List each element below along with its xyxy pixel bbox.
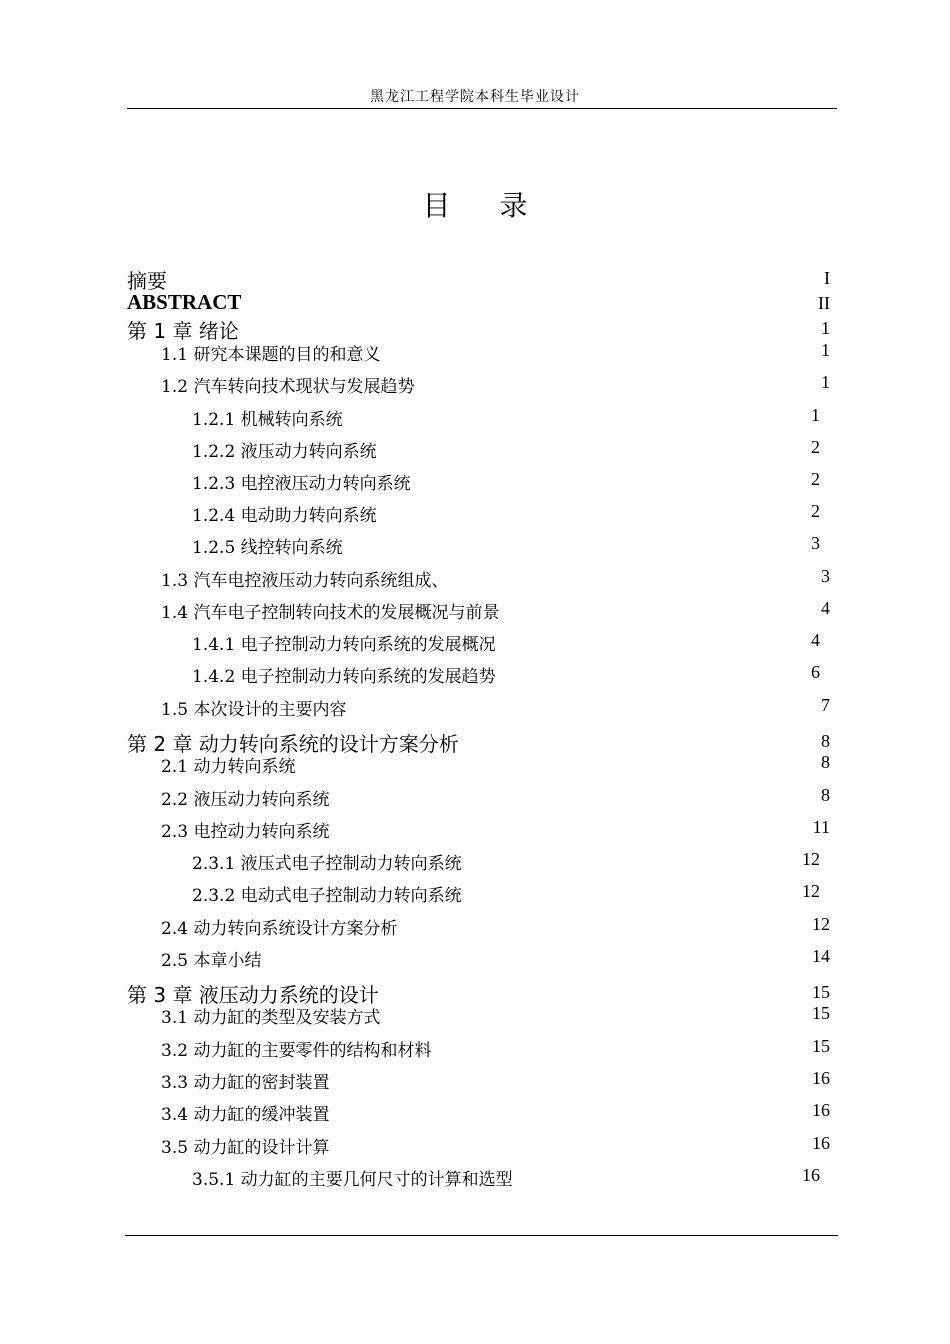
toc-entry-page-number: 7 — [821, 695, 830, 715]
toc-entry[interactable] — [192, 469, 820, 497]
toc-entry-label: 1.2.4 电动助力转向系统 — [192, 506, 377, 526]
toc-entry-page-number: 12 — [802, 881, 820, 901]
toc-entry-page-number: 16 — [812, 1100, 830, 1120]
toc-entry-label: 2.2 液压动力转向系统 — [161, 790, 330, 810]
toc-entry-page-number: 16 — [802, 1165, 820, 1185]
toc-entry-label: 1.4 汽车电子控制转向技术的发展概况与前景 — [161, 603, 500, 623]
toc-entry[interactable] — [161, 372, 830, 400]
toc-entry-label: 1.2 汽车转向技术现状与发展趋势 — [161, 377, 415, 397]
toc-entry-label: 3.2 动力缸的主要零件的结构和材料 — [161, 1041, 432, 1061]
toc-entry[interactable] — [192, 405, 820, 433]
toc-title: 目 录 — [422, 189, 528, 222]
toc-entry-page-number: 11 — [812, 817, 830, 837]
toc-entry-label: 2.3.2 电动式电子控制动力转向系统 — [192, 886, 462, 906]
toc-entry[interactable] — [161, 946, 830, 974]
toc-entry-label: 1.4.2 电子控制动力转向系统的发展趋势 — [192, 667, 496, 687]
toc-entry[interactable] — [161, 1100, 830, 1128]
toc-entry-page-number: 12 — [802, 849, 820, 869]
toc-entry-label: 1.2.3 电控液压动力转向系统 — [192, 474, 411, 494]
toc-entry[interactable] — [161, 914, 830, 942]
toc-entry-label: 2.5 本章小结 — [161, 951, 262, 971]
toc-entry-label: 第 3 章 液压动力系统的设计 — [127, 983, 379, 1007]
toc-entry[interactable] — [161, 752, 830, 780]
toc-entry-page-number: 15 — [812, 982, 830, 1002]
toc-entry-label: 摘要 — [127, 269, 167, 293]
toc-entry-page-number: 8 — [821, 752, 830, 772]
toc-entry-label: 1.5 本次设计的主要内容 — [161, 700, 347, 720]
toc-entry-page-number: 3 — [821, 566, 830, 586]
toc-entry-label: 1.3 汽车电控液压动力转向系统组成、 — [161, 571, 449, 591]
toc-entry[interactable] — [161, 1003, 830, 1031]
toc-entry[interactable] — [127, 290, 830, 318]
toc-entry-page-number: 2 — [811, 437, 820, 457]
toc-entry-label: 1.1 研究本课题的目的和意义 — [161, 345, 381, 365]
toc-entry-page-number: 14 — [812, 946, 830, 966]
toc-entry[interactable] — [161, 598, 830, 626]
toc-entry-page-number: 1 — [821, 340, 830, 360]
toc-entry-page-number: 6 — [811, 662, 820, 682]
toc-entry-page-number: 16 — [812, 1133, 830, 1153]
toc-entry[interactable] — [161, 566, 830, 594]
toc-entry-label: 2.3 电控动力转向系统 — [161, 822, 330, 842]
toc-entry-page-number: 12 — [812, 914, 830, 934]
toc-entry-page-number: 1 — [821, 372, 830, 392]
toc-entry-page-number: 1 — [811, 405, 820, 425]
toc-entry[interactable] — [192, 1165, 820, 1193]
toc-entry-page-number: 2 — [811, 501, 820, 521]
toc-entry-page-number: I — [824, 268, 830, 288]
toc-entry[interactable] — [161, 695, 830, 723]
toc-entry[interactable] — [161, 1133, 830, 1161]
toc-entry-label: 3.5.1 动力缸的主要几何尺寸的计算和选型 — [192, 1170, 513, 1190]
toc-entry-page-number: 4 — [811, 630, 820, 650]
toc-entry-page-number: 3 — [811, 533, 820, 553]
toc-entry-label: 2.4 动力转向系统设计方案分析 — [161, 919, 398, 939]
toc-entry-page-number: 15 — [812, 1003, 830, 1023]
toc-entry[interactable] — [161, 1068, 830, 1096]
toc-entry-label: 2.3.1 液压式电子控制动力转向系统 — [192, 854, 462, 874]
toc-entry-label: 第 2 章 动力转向系统的设计方案分析 — [127, 732, 459, 756]
toc-entry-page-number: II — [818, 293, 830, 313]
toc-entry-label: 第 1 章 绪论 — [127, 319, 239, 343]
toc-entry-label: 3.1 动力缸的类型及安装方式 — [161, 1008, 381, 1028]
header-divider — [127, 108, 837, 109]
toc-entry[interactable] — [127, 315, 830, 343]
toc-entry-label: 1.2.5 线控转向系统 — [192, 538, 343, 558]
toc-entry-label: 3.5 动力缸的设计计算 — [161, 1138, 330, 1158]
toc-entry-page-number: 16 — [812, 1068, 830, 1088]
toc-entry-label: 3.3 动力缸的密封装置 — [161, 1073, 330, 1093]
toc-entry-label: 2.1 动力转向系统 — [161, 757, 296, 777]
toc-entry-page-number: 8 — [821, 731, 830, 751]
toc-entry-label: ABSTRACT — [127, 290, 242, 314]
page-header: 黑龙江工程学院本科生毕业设计 — [370, 89, 580, 105]
toc-entry[interactable] — [161, 1036, 830, 1064]
toc-entry[interactable] — [192, 881, 820, 909]
toc-entry[interactable] — [192, 849, 820, 877]
toc-entry-page-number: 2 — [811, 469, 820, 489]
toc-entry-label: 1.2.1 机械转向系统 — [192, 410, 343, 430]
toc-entry-label: 1.2.2 液压动力转向系统 — [192, 442, 377, 462]
toc-entry-page-number: 1 — [821, 318, 830, 338]
toc-entry[interactable] — [161, 785, 830, 813]
toc-entry-label: 3.4 动力缸的缓冲装置 — [161, 1105, 330, 1125]
toc-entry[interactable] — [161, 340, 830, 368]
toc-entry[interactable] — [192, 501, 820, 529]
toc-entry-label: 1.4.1 电子控制动力转向系统的发展概况 — [192, 635, 496, 655]
toc-entry[interactable] — [161, 817, 830, 845]
toc-entry-page-number: 4 — [821, 598, 830, 618]
toc-entry-page-number: 15 — [812, 1036, 830, 1056]
toc-entry[interactable] — [192, 533, 820, 561]
toc-entry[interactable] — [192, 662, 820, 690]
toc-entry[interactable] — [192, 630, 820, 658]
toc-entry[interactable] — [192, 437, 820, 465]
footer-divider — [125, 1235, 838, 1236]
toc-entry-page-number: 8 — [821, 785, 830, 805]
toc-entry[interactable] — [127, 265, 830, 293]
